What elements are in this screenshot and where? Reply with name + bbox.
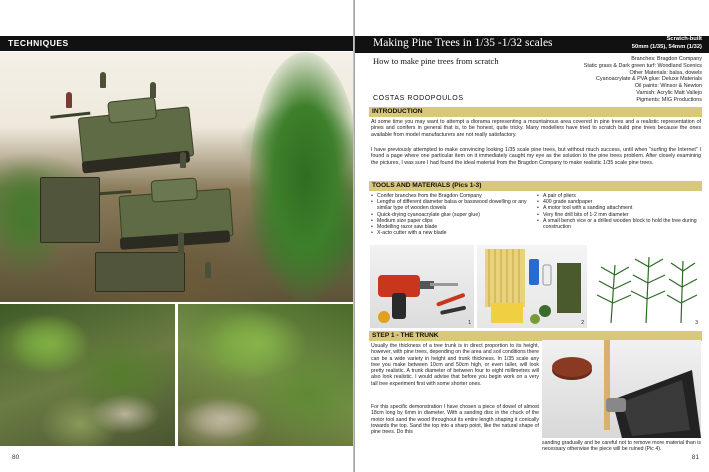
section-label: TECHNIQUES bbox=[8, 38, 69, 48]
material-item: Oil paints: Winsor & Newton bbox=[634, 83, 702, 90]
fern-cluster bbox=[10, 314, 90, 374]
pine-branch-icon bbox=[591, 245, 701, 328]
material-item: Pigments: MIG Productions bbox=[636, 96, 702, 103]
tool-item: • Modelling razor saw blade bbox=[371, 224, 533, 230]
diorama-photo bbox=[0, 52, 354, 302]
step-paragraph: Usually the thickness of a tree trunk is in direct proportion to its height, however, with pine trees, depending on the area and soil conditions there can be a wide variety in height and trunk thickness. In 1/35 scale any tree you make between 10cm and 50cm high, or even taller, will look pretty realistic. A trunk diameter of between four to eight millimetres will also look realistic. I would advise that before you begin work on a very tall tree experiment first with some shorter ones. bbox=[371, 343, 539, 387]
step-paragraph-continued: sanding gradually and be careful not to remove more material than is necessary otherwise the piece will be ruined (Pic 4). bbox=[542, 440, 701, 453]
motor-tool-icon bbox=[542, 340, 701, 438]
truck-model bbox=[40, 177, 100, 243]
soldier-figure bbox=[178, 232, 184, 254]
pine-closeup-photo bbox=[0, 304, 175, 446]
materials-icon bbox=[477, 245, 587, 328]
material-item: Static grass & Dark green turf: Woodland Scenics bbox=[583, 62, 702, 69]
section-heading bbox=[369, 181, 702, 191]
tools-list bbox=[537, 193, 701, 230]
soldier-figure bbox=[150, 82, 156, 98]
rock bbox=[183, 399, 263, 439]
material-item: Other Materials: balsa, dowels bbox=[629, 69, 702, 76]
pine-closeup-photo bbox=[178, 304, 354, 446]
tools-photo bbox=[370, 245, 474, 328]
tool-item: • Lengths of different diameter balsa or basswood dowelling or any similar type of wooden dowels bbox=[371, 199, 533, 211]
article-subtitle: How to make pine trees from scratch bbox=[373, 56, 499, 66]
branches-photo bbox=[591, 245, 701, 328]
page-number: 80 bbox=[12, 454, 20, 461]
tools-list bbox=[371, 193, 533, 236]
tool-item: • A motor tool with a sanding attachment bbox=[537, 205, 701, 211]
pic-number: 1 bbox=[468, 320, 471, 326]
intro-paragraph: At some time you may want to attempt a diorama representing a mountainous area covered in pine trees and a realistic representation of pines and conifers in general that is, to be honest, quite tricky. Many modellers have tried to scratch build pine trees because the ones available from model manufacturers are not really satisfactory. bbox=[371, 119, 701, 138]
rock bbox=[90, 394, 160, 434]
section-heading bbox=[369, 107, 702, 117]
soldier-figure bbox=[180, 152, 186, 168]
page-number: 81 bbox=[691, 454, 699, 461]
jeep-model bbox=[95, 252, 185, 292]
tool-item: • Medium size paper clips bbox=[371, 218, 533, 224]
soldier-figure bbox=[205, 262, 211, 278]
scale-line: Scratch-built bbox=[666, 36, 702, 42]
tool-item: • A pair of pliers bbox=[537, 193, 701, 199]
section-heading-text: INTRODUCTION bbox=[372, 108, 423, 115]
drill-icon bbox=[370, 245, 474, 328]
article-title: Making Pine Trees in 1/35 -1/32 scales bbox=[373, 37, 553, 49]
author-name: COSTAS RODOPOULOS bbox=[373, 95, 464, 102]
tool-item: • X-acto cutter with a new blade bbox=[371, 230, 533, 236]
section-heading-text: TOOLS AND MATERIALS (Pics 1-3) bbox=[372, 182, 482, 189]
material-item: Branches: Bragdon Company bbox=[631, 56, 702, 62]
section-heading-text: STEP 1 - THE TRUNK bbox=[372, 332, 439, 339]
materials-photo bbox=[477, 245, 587, 328]
tool-item: • A small bench vice or a drilled wooden block to hold the tree during construction bbox=[537, 218, 701, 230]
scale-line: 50mm (1/35), 54mm (1/32) bbox=[631, 43, 702, 50]
motor-tool-photo bbox=[542, 340, 701, 438]
materials-list bbox=[584, 56, 702, 104]
tool-item: • Quick-drying cyanoacrylate glue (super glue) bbox=[371, 212, 533, 218]
step-paragraph: For this specific demonstration I have chosen a piece of dowel of almost 18cm long by 6mm in diameter. With a sanding disc in the chuck of the motor tool sand the wood throughout its entire length shaping it conically towards the top. Sand the top into a sharp point, like the natural shape of pine trees. Do this bbox=[371, 404, 539, 436]
pic-number: 2 bbox=[581, 320, 584, 326]
soldier-figure bbox=[66, 92, 72, 108]
material-item: Cyanoacrylate & PVA glue: Deluxe Materials bbox=[596, 76, 702, 83]
tool-item: • 400 grade sandpaper bbox=[537, 199, 701, 205]
left-page bbox=[0, 0, 354, 472]
tool-item: • Very fine drill bits of 1-2 mm diameter bbox=[537, 212, 701, 218]
soldier-figure bbox=[100, 72, 106, 88]
scale-info bbox=[632, 36, 702, 51]
pic-number: 3 bbox=[695, 320, 698, 326]
fern-cluster bbox=[250, 52, 354, 302]
material-item: Varnish: Acrylic Matt Vallejo bbox=[636, 89, 702, 96]
intro-paragraph: I have previously attempted to make convincing looking 1/35 scale pine trees, but without much success, until when "surfing the Internet" I found a page where one particular item on it immediately caught my eye as the solution to the pine trees problem. After closely examining the pictures, I was sure I had found the ideal material from the Bragdon Company to make realistic 1/35 scale pine trees. bbox=[371, 147, 701, 166]
pic-number: 4 bbox=[695, 430, 698, 436]
tool-item: • Conifer branches from the Bragdon Company bbox=[371, 193, 533, 199]
right-page bbox=[355, 0, 709, 472]
fern-cluster bbox=[208, 309, 308, 379]
